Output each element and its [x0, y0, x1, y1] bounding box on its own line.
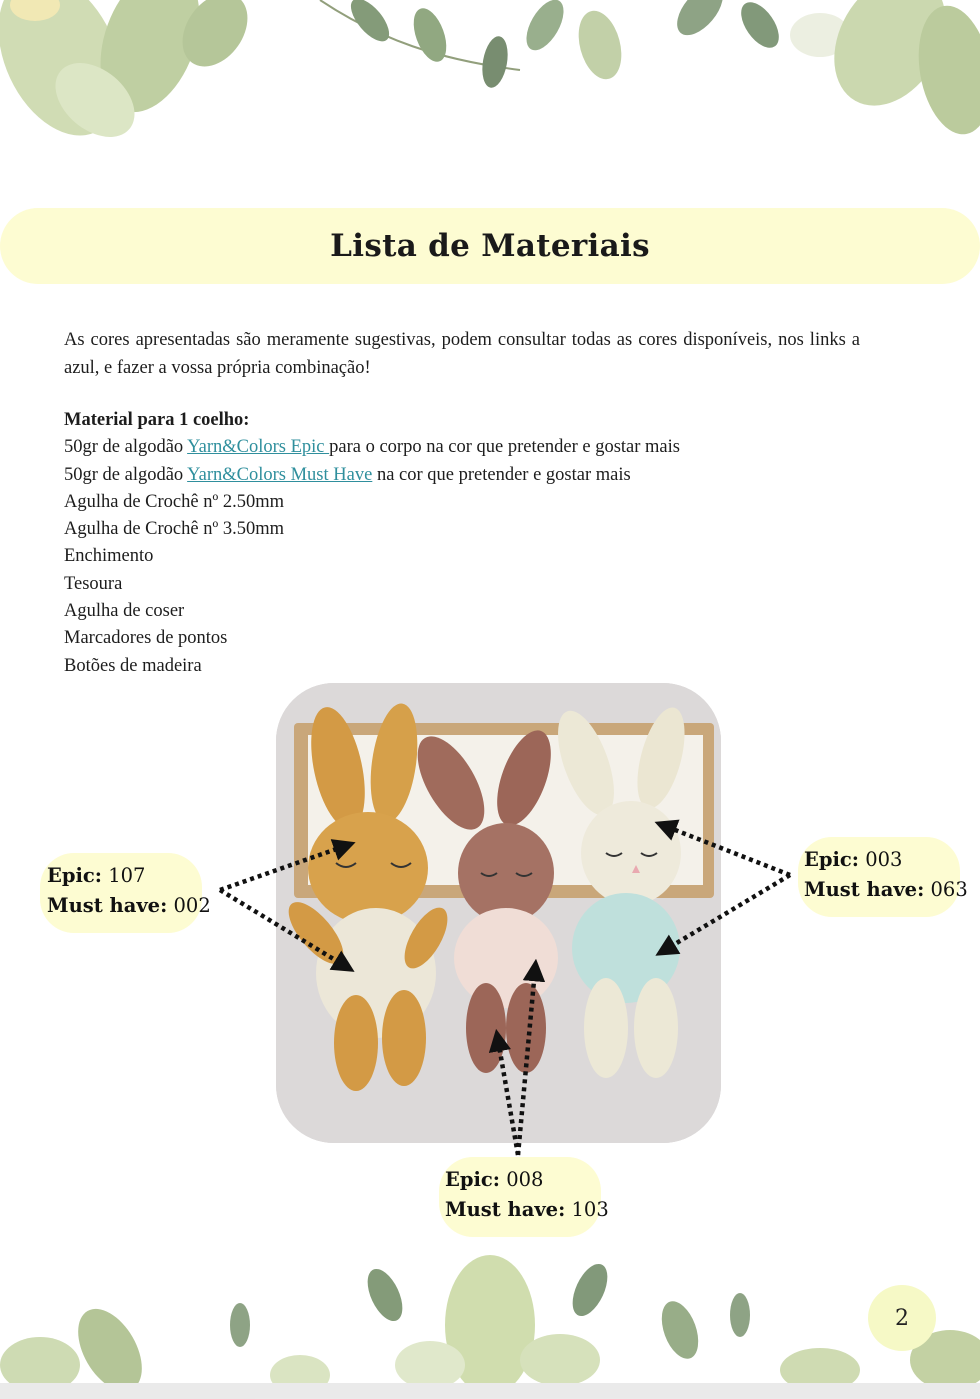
page-title: Lista de Materiais: [330, 228, 650, 264]
must-have-label: Must have:: [445, 1198, 566, 1221]
must-have-value: 063: [930, 878, 968, 901]
material-text: na cor que pretender e gostar mais: [372, 464, 631, 485]
epic-value: 107: [108, 864, 146, 887]
callout-right-bunny-colors: [798, 837, 968, 917]
material-item: Botões de madeira: [64, 655, 202, 676]
bunnies-photo: [276, 683, 721, 1143]
epic-label: Epic:: [47, 864, 102, 887]
yarn-colors-must-have-link[interactable]: Yarn&Colors Must Have: [187, 464, 373, 485]
material-text: para o corpo na cor que pretender e gostar mais: [329, 437, 680, 458]
bunnies-illustration: [276, 683, 721, 1143]
material-text: 50gr de algodão: [64, 437, 188, 458]
foliage-top-decoration: [0, 0, 980, 160]
material-item: Tesoura: [64, 573, 123, 594]
material-item: Marcadores de pontos: [64, 628, 228, 649]
must-have-value: 103: [571, 1198, 609, 1221]
epic-label: Epic:: [445, 1168, 500, 1191]
materials-heading: Material para 1 coelho:: [64, 410, 250, 430]
material-item-epic-yarn: [64, 434, 884, 461]
must-have-value: 002: [173, 894, 211, 917]
must-have-label: Must have:: [47, 894, 168, 917]
title-banner: [0, 208, 980, 284]
page-number: 2: [868, 1285, 936, 1351]
material-item-must-have-yarn: [64, 462, 884, 489]
epic-value: 008: [506, 1168, 544, 1191]
material-item: Enchimento: [64, 546, 154, 567]
material-item: Agulha de Crochê nº 2.50mm: [64, 491, 284, 512]
material-item: Agulha de Crochê nº 3.50mm: [64, 519, 284, 540]
callout-middle-bunny-colors: [439, 1157, 609, 1237]
epic-value: 003: [865, 848, 903, 871]
intro-paragraph: As cores apresentadas são meramente sugestivas, podem consultar todas as cores disponíveis, nos links a azul, e fazer a vossa própria combinação!: [64, 330, 860, 378]
yarn-colors-epic-link[interactable]: Yarn&Colors Epic: [187, 437, 330, 458]
foliage-bottom-decoration: [0, 1255, 980, 1399]
epic-label: Epic:: [804, 848, 859, 871]
material-item: Agulha de coser: [64, 601, 185, 622]
must-have-label: Must have:: [804, 878, 925, 901]
material-text: 50gr de algodão: [64, 464, 188, 485]
callout-left-bunny-colors: [40, 853, 211, 933]
materials-list: [64, 407, 884, 680]
